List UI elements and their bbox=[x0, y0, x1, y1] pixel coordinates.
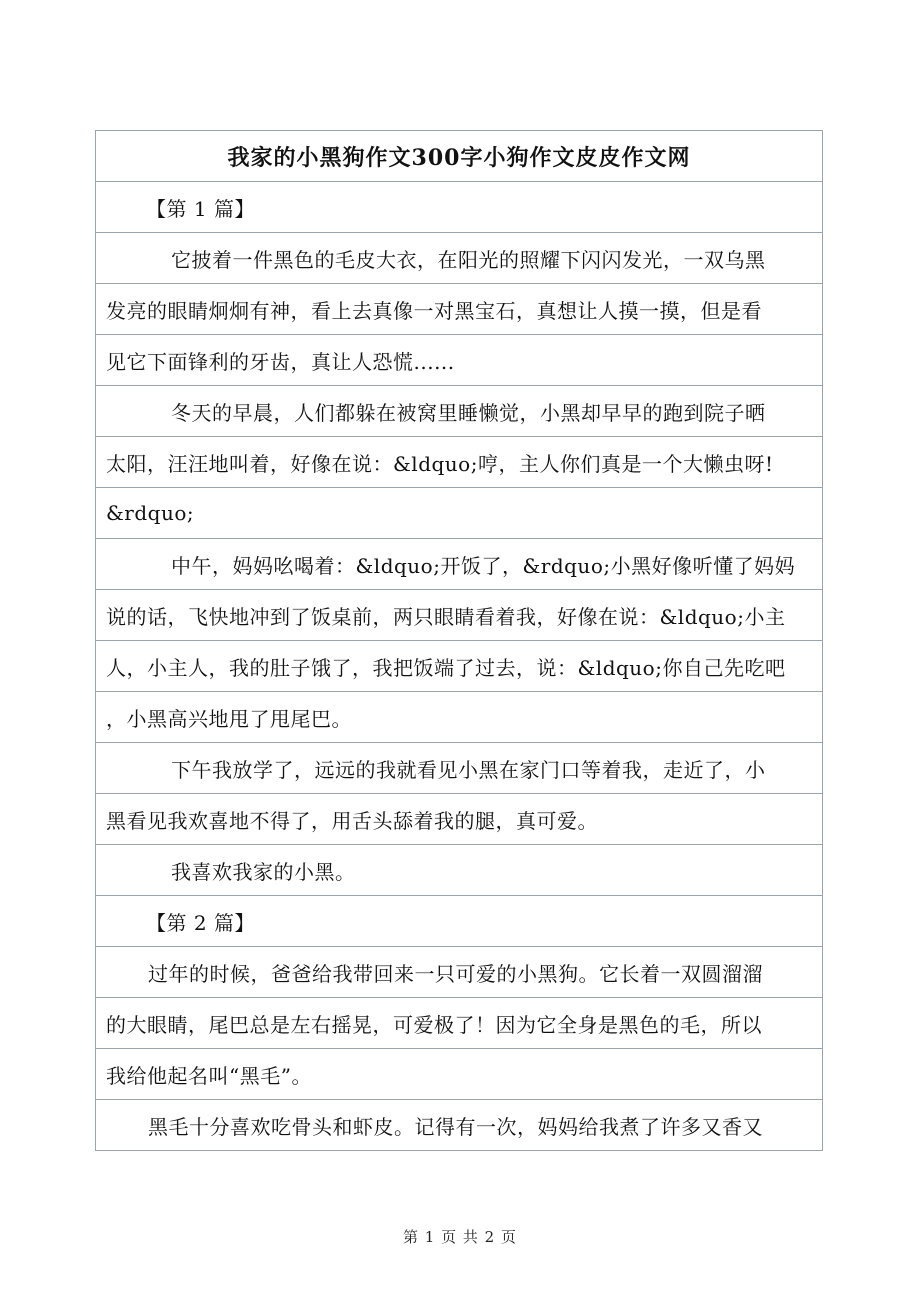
document-table bbox=[95, 130, 823, 1151]
page-number: 第 1 页 共 2 页 bbox=[403, 1228, 517, 1246]
text-line: &rdquo; bbox=[96, 488, 822, 539]
section-heading: 【第 2 篇】 bbox=[96, 896, 822, 947]
text-line: ，小黑高兴地甩了甩尾巴。 bbox=[96, 692, 822, 743]
text-line: 太阳，汪汪地叫着，好像在说：&ldquo;哼，主人你们真是一个大懒虫呀! bbox=[96, 437, 822, 488]
text-line: 的大眼睛，尾巴总是左右摇晃，可爱极了！因为它全身是黑色的毛，所以 bbox=[96, 998, 822, 1049]
text-line: 下午我放学了，远远的我就看见小黑在家门口等着我，走近了，小 bbox=[96, 743, 822, 794]
text-line: 冬天的早晨，人们都躲在被窝里睡懒觉，小黑却早早的跑到院子晒 bbox=[96, 386, 822, 437]
text-line: 黑看见我欢喜地不得了，用舌头舔着我的腿，真可爱。 bbox=[96, 794, 822, 845]
text-line: 说的话，飞快地冲到了饭桌前，两只眼睛看着我，好像在说：&ldquo;小主 bbox=[96, 590, 822, 641]
text-line: 它披着一件黑色的毛皮大衣，在阳光的照耀下闪闪发光，一双乌黑 bbox=[96, 233, 822, 284]
text-line: 我喜欢我家的小黑。 bbox=[96, 845, 822, 896]
section-heading: 【第 1 篇】 bbox=[96, 182, 822, 233]
document-body bbox=[96, 182, 822, 1151]
text-line: 黑毛十分喜欢吃骨头和虾皮。记得有一次，妈妈给我煮了许多又香又 bbox=[96, 1100, 822, 1151]
text-line: 人，小主人，我的肚子饿了，我把饭端了过去，说：&ldquo;你自己先吃吧 bbox=[96, 641, 822, 692]
text-line: 过年的时候，爸爸给我带回来一只可爱的小黑狗。它长着一双圆溜溜 bbox=[96, 947, 822, 998]
text-line: 我给他起名叫“黑毛”。 bbox=[96, 1049, 822, 1100]
text-line: 见它下面锋利的牙齿，真让人恐慌...... bbox=[96, 335, 822, 386]
text-line: 中午，妈妈吆喝着：&ldquo;开饭了，&rdquo;小黑好像听懂了妈妈 bbox=[96, 539, 822, 590]
text-line: 发亮的眼睛炯炯有神，看上去真像一对黑宝石，真想让人摸一摸，但是看 bbox=[96, 284, 822, 335]
document-title: 我家的小黑狗作文300字小狗作文皮皮作文网 bbox=[96, 131, 822, 182]
